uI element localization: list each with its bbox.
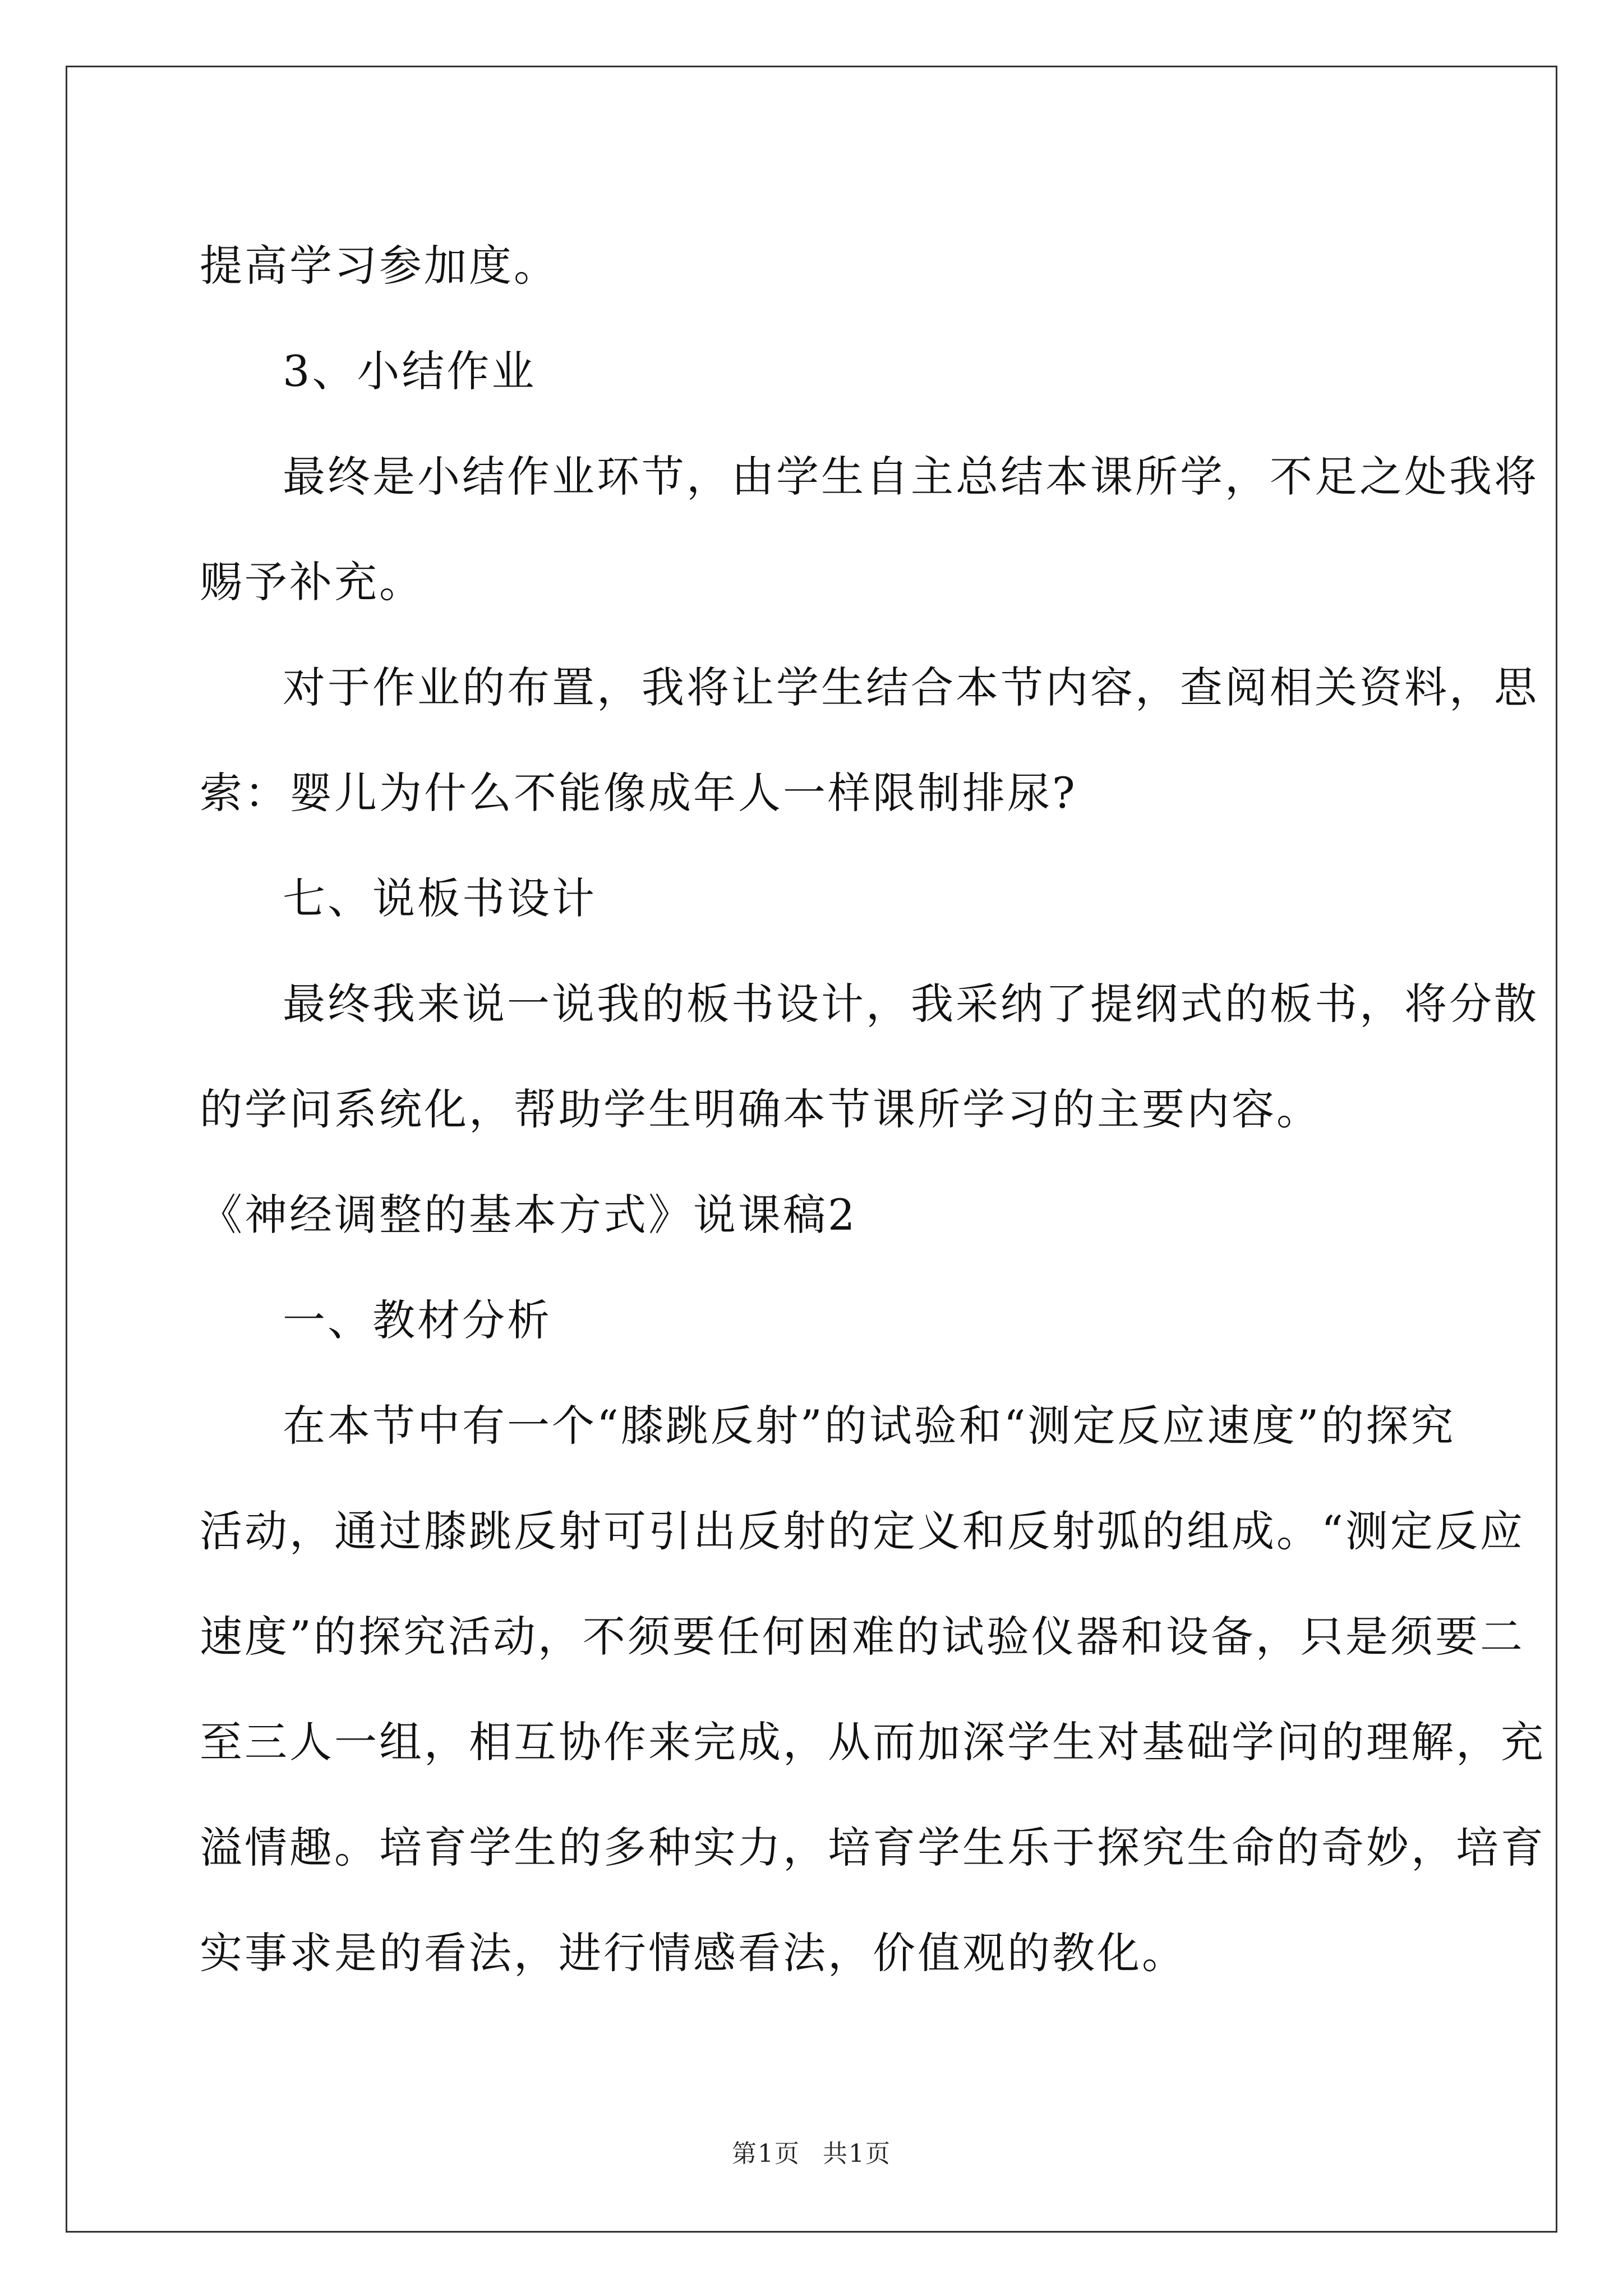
page-footer bbox=[0, 2137, 1623, 2171]
paragraph-line: 速度”的探究活动，不须要任何困难的试验仪器和设备，只是须要二 bbox=[200, 1612, 1525, 1662]
paragraph-line: 最终是小结作业环节，由学生自主总结本课所学，不足之处我将 bbox=[283, 452, 1539, 501]
paragraph-line: 实事求是的看法，进行情感看法，价值观的教化。 bbox=[200, 1928, 1187, 1978]
paragraph-line: 溢情趣。培育学生的多种实力，培育学生乐于探究生命的奇妙，培育 bbox=[200, 1823, 1546, 1872]
paragraph-line: 的学问系统化，帮助学生明确本节课所学习的主要内容。 bbox=[200, 1084, 1321, 1134]
page-number: 第1页 bbox=[732, 2139, 800, 2168]
paragraph-line: 在本节中有一个“膝跳反射”的试验和“测定反应速度”的探究 bbox=[283, 1401, 1456, 1451]
paragraph-line: 赐予补充。 bbox=[200, 557, 424, 607]
section-heading: 3、小结作业 bbox=[283, 346, 537, 396]
paragraph-line: 活动，通过膝跳反射可引出反射的定义和反射弧的组成。“测定反应 bbox=[200, 1506, 1525, 1556]
paragraph-line: 对于作业的布置，我将让学生结合本节内容，查阅相关资料，思 bbox=[283, 662, 1539, 712]
section-heading: 七、说板书设计 bbox=[283, 873, 597, 923]
section-heading: 一、教材分析 bbox=[283, 1295, 552, 1345]
document-title: 《神经调整的基本方式》说课稿2 bbox=[200, 1190, 857, 1240]
paragraph-line: 索：婴儿为什么不能像成年人一样限制排尿? bbox=[200, 768, 1077, 818]
page-total: 共1页 bbox=[823, 2139, 891, 2168]
paragraph-line: 至三人一组，相互协作来完成，从而加深学生对基础学问的理解，充 bbox=[200, 1717, 1546, 1767]
paragraph-line: 提高学习参加度。 bbox=[200, 241, 559, 291]
paragraph-line: 最终我来说一说我的板书设计，我采纳了提纲式的板书，将分散 bbox=[283, 979, 1539, 1029]
